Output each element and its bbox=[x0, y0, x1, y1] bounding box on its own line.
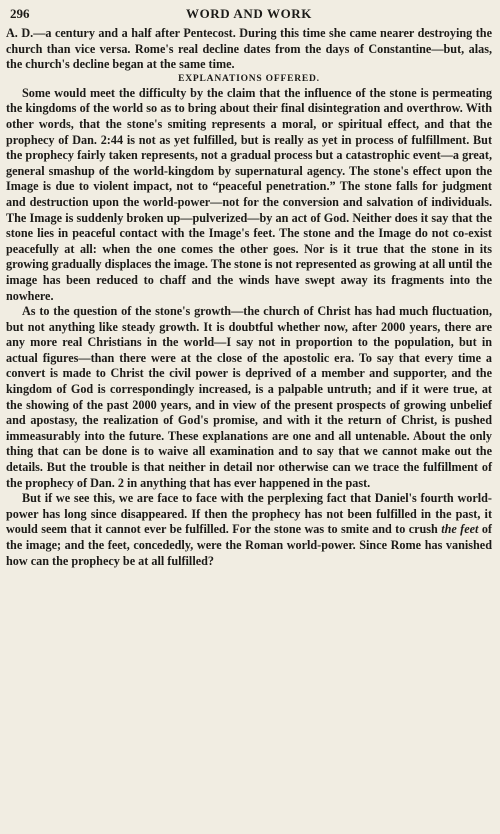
intro-paragraph: A. D.—a century and a half after Pentecost. During this time she came nearer destroying the church than vice versa. Rome's real decline dates from the days of Constantine—but, alas, the church's decline began at the same time. bbox=[6, 26, 492, 72]
paragraph-3-emphasis: the feet bbox=[441, 522, 479, 537]
body-text bbox=[6, 26, 492, 569]
page-header bbox=[6, 4, 492, 26]
paragraph-1: Some would meet the difficulty by the claim that the influence of the stone is permeating the kingdoms of the world so as to bring about their final disintegration and overthrow. With other words, that the stone's smiting represents a moral, or spiritual effect, and that the prophecy of Dan. 2:44 is not as yet fulfilled, but is really as yet in process of fulfillment. But the prophecy fairly taken represents, not a gradual process but a catastrophic event—a great, general smashup of the world-kingdom by supernatural agency. The stone's effect upon the Image is due to violent impact, not to “peaceful penetration.” The stone falls for judgment and destruction upon the world-power—not for the conversion and salvation of individuals. The Image is suddenly broken up—pulverized—by an act of God. Neither does it say that the stone lies in peaceful contact with the Image's feet. The stone and the Image do not co-exist peacefully at all: when the one comes the other goes. Nor is it true that the stone in its growing gradually displaces the image. The stone is not represented as growing at all until the image has been reduced to chaff and the winds have swept away its fragments into the nowhere. bbox=[6, 85, 492, 303]
section-heading: EXPLANATIONS OFFERED. bbox=[178, 73, 320, 84]
paragraph-2: As to the question of the stone's growth—the church of Christ has had much fluctuation, but not anything like steady growth. It is doubtful whether now, after 2000 years, there are any more real Christians in the world—I say not in proportion to the population, but in actual figures—than there were at the close of the apostolic era. To say that every time a convert is made to Christ the civil power is deprived of a member and supporter, and the kingdom of God is correspondingly increased, is a palpable untruth; and if it were true, at the showing of the past 2000 years, and in view of the present prospects of growing unbelief and apostasy, the realization of God's promise, and with it the return of Christ, is pushed immeasurably into the future. These explanations are one and all untenable. About the only thing that can be done is to waive all examination and to say that we cannot make out the details. But the trouble is that neither in detail nor otherwise can we trace the fulfillment of the prophecy of Dan. 2 in anything that has ever happened in the past. bbox=[6, 304, 492, 490]
page-number: 296 bbox=[10, 6, 30, 21]
paragraph-3-text-b: of the image; and the feet, concededly, were the Roman world-power. Since Rome has vanished how can the prophecy be at all fulfilled? bbox=[6, 522, 492, 568]
paragraph-3-text-a: But if we see this, we are face to face with the perplexing fact that Daniel's fourth world-power has long since disappeared. If then the prophecy has not been fulfilled in the past, it would seem that it cannot ever be fulfilled. For the stone was to smite and to crush bbox=[6, 491, 492, 537]
paragraph-3 bbox=[6, 491, 492, 569]
running-title: WORD AND WORK bbox=[185, 6, 312, 21]
